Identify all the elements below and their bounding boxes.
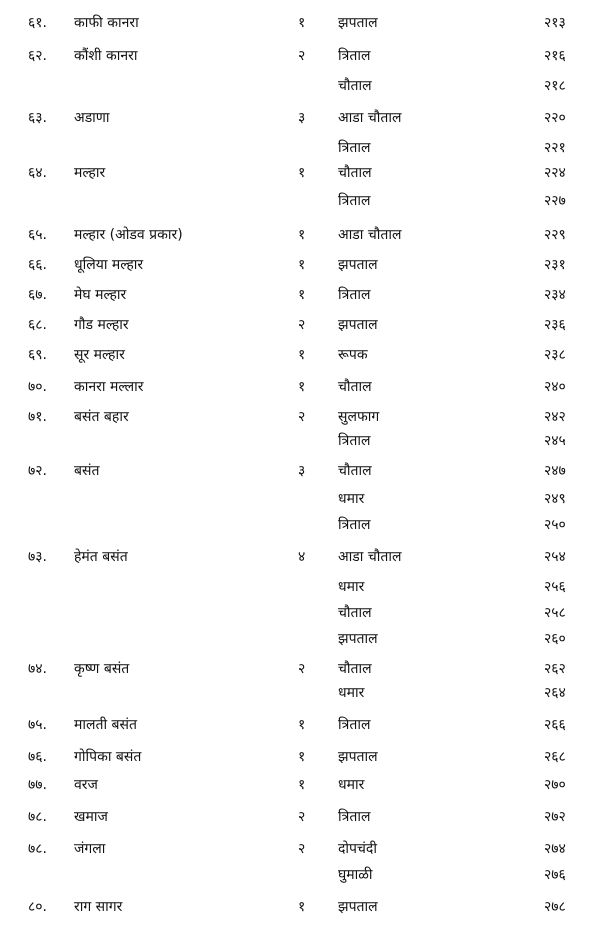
page-number: २२४ [544, 165, 566, 181]
composition-count: १ [298, 257, 306, 273]
page-number: २१६ [544, 48, 566, 64]
raga-name: सूर मल्हार [74, 347, 125, 363]
composition-count: १ [298, 899, 306, 915]
row-number: ६१. [28, 15, 48, 31]
raga-name: मल्हार [74, 165, 106, 181]
tala-name: आडा चौताल [338, 110, 402, 126]
page-number: २३८ [544, 347, 566, 363]
tala-name: झपताल [338, 317, 378, 333]
composition-count: १ [298, 287, 306, 303]
composition-count: १ [298, 15, 306, 31]
raga-name: धूलिया मल्हार [74, 257, 144, 273]
page-number: २५८ [544, 605, 566, 621]
composition-count: २ [298, 661, 306, 677]
raga-name: मल्हार (ओडव प्रकार) [74, 227, 183, 243]
page-number: २७० [544, 777, 566, 793]
raga-name: कृष्ण बसंत [74, 661, 130, 677]
tala-name: झपताल [338, 631, 378, 647]
page-number: २६२ [544, 661, 566, 677]
tala-name: धमार [338, 579, 365, 595]
tala-name: चौताल [338, 661, 372, 677]
composition-count: १ [298, 717, 306, 733]
page-number: २७६ [544, 867, 566, 883]
row-number: ६८. [28, 317, 48, 333]
raga-name: मालती बसंत [74, 717, 137, 733]
row-number: ७८. [28, 841, 48, 857]
composition-count: २ [298, 841, 306, 857]
raga-name: बसंत बहार [74, 409, 129, 425]
row-number: ६६. [28, 257, 48, 273]
row-number: ७७. [28, 777, 48, 793]
row-number: ६५. [28, 227, 48, 243]
tala-name: झपताल [338, 899, 378, 915]
composition-count: ४ [298, 549, 306, 565]
composition-count: २ [298, 409, 306, 425]
raga-name: कौंशी कानरा [74, 48, 138, 64]
tala-name: झपताल [338, 15, 378, 31]
tala-name: चौताल [338, 165, 372, 181]
row-number: ७४. [28, 661, 48, 677]
tala-name: चौताल [338, 463, 372, 479]
row-number: ६७. [28, 287, 48, 303]
page-number: २२० [544, 110, 566, 126]
page-number: २२१ [544, 140, 566, 156]
page-number: २३४ [544, 287, 566, 303]
page-number: २४७ [544, 463, 566, 479]
composition-count: ३ [298, 110, 306, 126]
tala-name: झपताल [338, 749, 378, 765]
raga-name: वरज [74, 777, 98, 793]
row-number: ७८. [28, 809, 48, 825]
raga-name: हेमंत बसंत [74, 549, 128, 565]
tala-name: झपताल [338, 257, 378, 273]
page-number: २४९ [544, 491, 566, 507]
tala-name: त्रिताल [338, 140, 371, 156]
raga-name: मेघ मल्हार [74, 287, 127, 303]
composition-count: १ [298, 749, 306, 765]
row-number: ७३. [28, 549, 48, 565]
raga-name: खमाज [74, 809, 108, 825]
tala-name: घुमाळी [338, 867, 373, 883]
tala-name: त्रिताल [338, 717, 371, 733]
row-number: ७१. [28, 409, 48, 425]
row-number: ६२. [28, 48, 48, 64]
raga-name: जंगला [74, 841, 106, 857]
tala-name: त्रिताल [338, 193, 371, 209]
page-number: २४० [544, 379, 566, 395]
row-number: ७२. [28, 463, 48, 479]
page-number: २४५ [544, 433, 566, 449]
page-number: २४२ [544, 409, 566, 425]
row-number: ६४. [28, 165, 48, 181]
tala-name: धमार [338, 685, 365, 701]
raga-name: बसंत [74, 463, 100, 479]
tala-name: चौताल [338, 78, 372, 94]
tala-name: धमार [338, 777, 365, 793]
tala-name: चौताल [338, 605, 372, 621]
tala-name: धमार [338, 491, 365, 507]
tala-name: चौताल [338, 379, 372, 395]
row-number: ८०. [28, 899, 48, 915]
composition-count: २ [298, 317, 306, 333]
page-number: २५० [544, 517, 566, 533]
page-number: २७४ [544, 841, 566, 857]
composition-count: ३ [298, 463, 306, 479]
raga-name: राग सागर [74, 899, 123, 915]
row-number: ७५. [28, 717, 48, 733]
tala-name: त्रिताल [338, 287, 371, 303]
row-number: ६३. [28, 110, 48, 126]
page-number: २६६ [544, 717, 566, 733]
composition-count: १ [298, 347, 306, 363]
raga-name: गोपिका बसंत [74, 749, 142, 765]
page-number: २१८ [544, 78, 566, 94]
page-number: २२९ [544, 227, 566, 243]
tala-name: सुलफाग [338, 409, 380, 425]
raga-name: अडाणा [74, 110, 110, 126]
raga-name: गौड मल्हार [74, 317, 129, 333]
tala-name: त्रिताल [338, 517, 371, 533]
composition-count: १ [298, 165, 306, 181]
tala-name: त्रिताल [338, 48, 371, 64]
row-number: ७०. [28, 379, 48, 395]
tala-name: आडा चौताल [338, 549, 402, 565]
page-number: २६० [544, 631, 566, 647]
composition-count: १ [298, 777, 306, 793]
composition-count: १ [298, 379, 306, 395]
tala-name: त्रिताल [338, 809, 371, 825]
page-number: २६४ [544, 685, 566, 701]
page-number: २७८ [544, 899, 566, 915]
page-number: २३६ [544, 317, 566, 333]
page-number: २५४ [544, 549, 566, 565]
page-number: २५६ [544, 579, 566, 595]
page-number: २२७ [544, 193, 566, 209]
raga-name: कानरा मल्लार [74, 379, 144, 395]
row-number: ६९. [28, 347, 48, 363]
page-number: २१३ [544, 15, 566, 31]
row-number: ७६. [28, 749, 48, 765]
composition-count: २ [298, 809, 306, 825]
composition-count: १ [298, 227, 306, 243]
composition-count: २ [298, 48, 306, 64]
page-number: २७२ [544, 809, 566, 825]
page-number: २६८ [544, 749, 566, 765]
page-number: २३१ [544, 257, 566, 273]
tala-name: आडा चौताल [338, 227, 402, 243]
tala-name: रूपक [338, 347, 368, 363]
tala-name: त्रिताल [338, 433, 371, 449]
raga-name: काफी कानरा [74, 15, 139, 31]
tala-name: दोपचंदी [338, 841, 377, 857]
